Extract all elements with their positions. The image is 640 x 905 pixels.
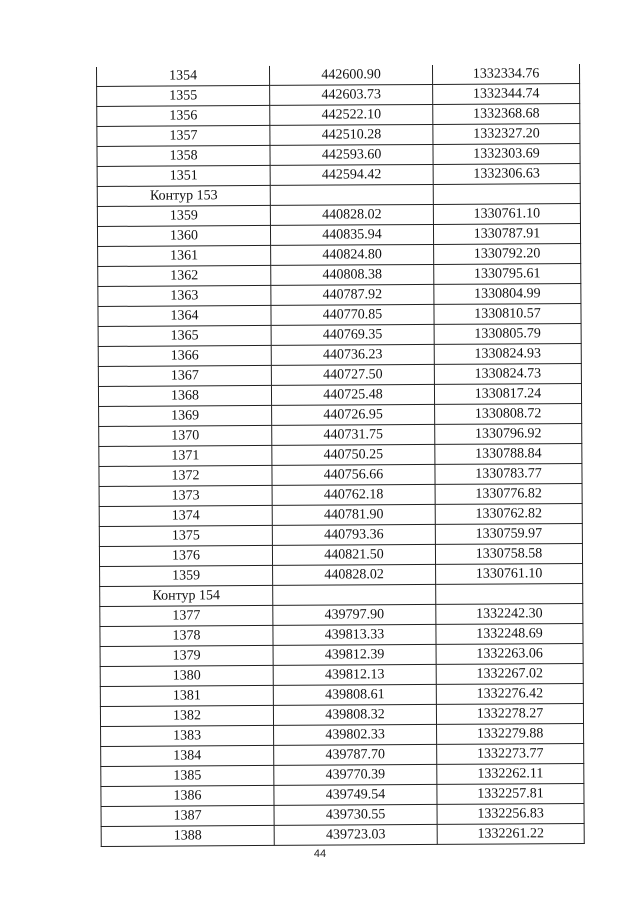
point-number-cell: 1366 [98,345,271,366]
contour-label: Контур 153 [97,185,270,206]
table-row [100,644,583,667]
x-coordinate-cell: 442510.28 [270,124,433,145]
y-coordinate-cell: 1330808.72 [435,404,582,425]
x-coordinate-cell: 440770.85 [271,304,434,325]
x-coordinate-cell: 440756.66 [272,464,435,485]
y-coordinate-cell: 1330810.57 [434,304,581,325]
point-number-cell: 1370 [99,425,272,446]
x-coordinate-cell: 440821.50 [272,544,435,565]
point-number-cell: 1376 [99,545,272,566]
table-row [98,264,581,287]
empty-cell [270,184,433,205]
y-coordinate-cell: 1332278.27 [436,704,583,725]
coordinates-table [96,64,585,847]
point-number-cell: 1378 [100,625,273,646]
x-coordinate-cell: 440828.02 [273,564,436,585]
point-number-cell: 1386 [101,785,274,806]
table-row [100,664,583,687]
x-coordinate-cell: 442593.60 [270,144,433,165]
y-coordinate-cell: 1330795.61 [434,264,581,285]
table-row [99,524,582,547]
x-coordinate-cell: 439813.33 [273,624,436,645]
table-row [98,304,581,327]
x-coordinate-cell: 439812.39 [273,644,436,665]
point-number-cell: 1364 [98,305,271,326]
point-number-cell: 1356 [97,105,270,126]
x-coordinate-cell: 439749.54 [274,784,437,805]
point-number-cell: 1351 [97,165,270,186]
y-coordinate-cell: 1330758.58 [435,544,582,565]
x-coordinate-cell: 439730.55 [274,804,437,825]
point-number-cell: 1365 [98,325,271,346]
table-row [99,424,582,447]
y-coordinate-cell: 1330805.79 [434,324,581,345]
point-number-cell: 1375 [99,525,272,546]
table-row [97,104,580,127]
y-coordinate-cell: 1332256.83 [437,804,584,825]
table-row [99,444,582,467]
x-coordinate-cell: 439812.13 [273,664,436,685]
table-row [100,684,583,707]
point-number-cell: 1362 [98,265,271,286]
y-coordinate-cell: 1330759.97 [435,524,582,545]
y-coordinate-cell: 1330762.82 [435,504,582,525]
y-coordinate-cell: 1332344.74 [433,84,580,105]
point-number-cell: 1382 [100,705,273,726]
table-row [99,404,582,427]
table-row [98,324,581,347]
y-coordinate-cell: 1330792.20 [434,244,581,265]
point-number-cell: 1363 [98,285,271,306]
point-number-cell: 1367 [98,365,271,386]
point-number-cell: 1388 [101,825,274,846]
coordinates-table-body [96,64,584,846]
x-coordinate-cell: 440787.92 [271,284,434,305]
table-row [99,544,582,567]
table-row [98,364,581,387]
y-coordinate-cell: 1332334.76 [432,64,579,84]
x-coordinate-cell: 440828.02 [270,204,433,225]
empty-cell [436,584,583,605]
y-coordinate-cell: 1332276.42 [436,684,583,705]
point-number-cell: 1359 [100,565,273,586]
point-number-cell: 1358 [97,145,270,166]
empty-cell [273,584,436,605]
table-row [98,384,581,407]
y-coordinate-cell: 1330776.82 [435,484,582,505]
point-number-cell: 1380 [100,665,273,686]
y-coordinate-cell: 1330804.99 [434,284,581,305]
point-number-cell: 1371 [99,445,272,466]
x-coordinate-cell: 439808.32 [273,704,436,725]
y-coordinate-cell: 1330761.10 [433,204,580,225]
table-row [101,824,584,847]
x-coordinate-cell: 442603.73 [270,84,433,105]
contour-label: Контур 154 [100,585,273,606]
point-number-cell: 1361 [98,245,271,266]
table-row [97,124,580,147]
x-coordinate-cell: 439787.70 [274,744,437,765]
point-number-cell: 1387 [101,805,274,826]
y-coordinate-cell: 1332263.06 [436,644,583,665]
point-number-cell: 1379 [100,645,273,666]
x-coordinate-cell: 439770.39 [274,764,437,785]
y-coordinate-cell: 1330796.92 [435,424,582,445]
y-coordinate-cell: 1330824.73 [434,364,581,385]
table-row [100,704,583,727]
x-coordinate-cell: 440726.95 [272,404,435,425]
point-number-cell: 1354 [96,66,269,87]
y-coordinate-cell: 1332267.02 [436,664,583,685]
y-coordinate-cell: 1330787.91 [433,224,580,245]
y-coordinate-cell: 1332303.69 [433,144,580,165]
point-number-cell: 1374 [99,505,272,526]
table-row [101,784,584,807]
x-coordinate-cell: 439808.61 [273,684,436,705]
y-coordinate-cell: 1332262.11 [437,764,584,785]
x-coordinate-cell: 439723.03 [274,824,437,845]
y-coordinate-cell: 1332327.20 [433,124,580,145]
point-number-cell: 1369 [99,405,272,426]
x-coordinate-cell: 440824.80 [271,244,434,265]
x-coordinate-cell: 440750.25 [272,444,435,465]
x-coordinate-cell: 440736.23 [271,344,434,365]
x-coordinate-cell: 442522.10 [270,104,433,125]
table-row [98,344,581,367]
y-coordinate-cell: 1332279.88 [437,724,584,745]
table-row [98,244,581,267]
table-row [98,284,581,307]
point-number-cell: 1385 [101,765,274,786]
point-number-cell: 1377 [100,605,273,626]
table-row [99,464,582,487]
point-number-cell: 1357 [97,125,270,146]
table-row [97,144,580,167]
y-coordinate-cell: 1330824.93 [434,344,581,365]
x-coordinate-cell: 440725.48 [271,384,434,405]
x-coordinate-cell: 440727.50 [271,364,434,385]
table-row [101,764,584,787]
x-coordinate-cell: 440808.38 [271,264,434,285]
table-row [99,504,582,527]
table-row [96,64,579,86]
x-coordinate-cell: 440731.75 [272,424,435,445]
table-row [101,804,584,827]
point-number-cell: 1381 [100,685,273,706]
table-row [100,564,583,587]
table-row [100,624,583,647]
table-row [100,604,583,627]
point-number-cell: 1384 [101,745,274,766]
x-coordinate-cell: 440769.35 [271,324,434,345]
y-coordinate-cell: 1332242.30 [436,604,583,625]
y-coordinate-cell: 1330788.84 [435,444,582,465]
table-row [97,84,580,107]
x-coordinate-cell: 440793.36 [272,524,435,545]
y-coordinate-cell: 1332257.81 [437,784,584,805]
x-coordinate-cell: 442600.90 [269,65,432,85]
y-coordinate-cell: 1332306.63 [433,164,580,185]
table-row [99,484,582,507]
y-coordinate-cell: 1332261.22 [437,824,584,845]
x-coordinate-cell: 440781.90 [272,504,435,525]
point-number-cell: 1372 [99,465,272,486]
point-number-cell: 1359 [97,205,270,226]
empty-cell [433,184,580,205]
point-number-cell: 1360 [97,225,270,246]
y-coordinate-cell: 1332248.69 [436,624,583,645]
table-row [97,204,580,227]
y-coordinate-cell: 1332273.77 [437,744,584,765]
table-row [97,224,580,247]
y-coordinate-cell: 1330783.77 [435,464,582,485]
x-coordinate-cell: 439797.90 [273,604,436,625]
point-number-cell: 1355 [97,85,270,106]
table-row [97,164,580,187]
point-number-cell: 1373 [99,485,272,506]
x-coordinate-cell: 442594.42 [270,164,433,185]
x-coordinate-cell: 440835.94 [270,224,433,245]
table-row [101,724,584,747]
point-number-cell: 1368 [98,385,271,406]
x-coordinate-cell: 440762.18 [272,484,435,505]
y-coordinate-cell: 1332368.68 [433,104,580,125]
page-number: 44 [313,848,327,860]
y-coordinate-cell: 1330761.10 [436,564,583,585]
y-coordinate-cell: 1330817.24 [434,384,581,405]
point-number-cell: 1383 [101,725,274,746]
table-row [101,744,584,767]
x-coordinate-cell: 439802.33 [274,724,437,745]
